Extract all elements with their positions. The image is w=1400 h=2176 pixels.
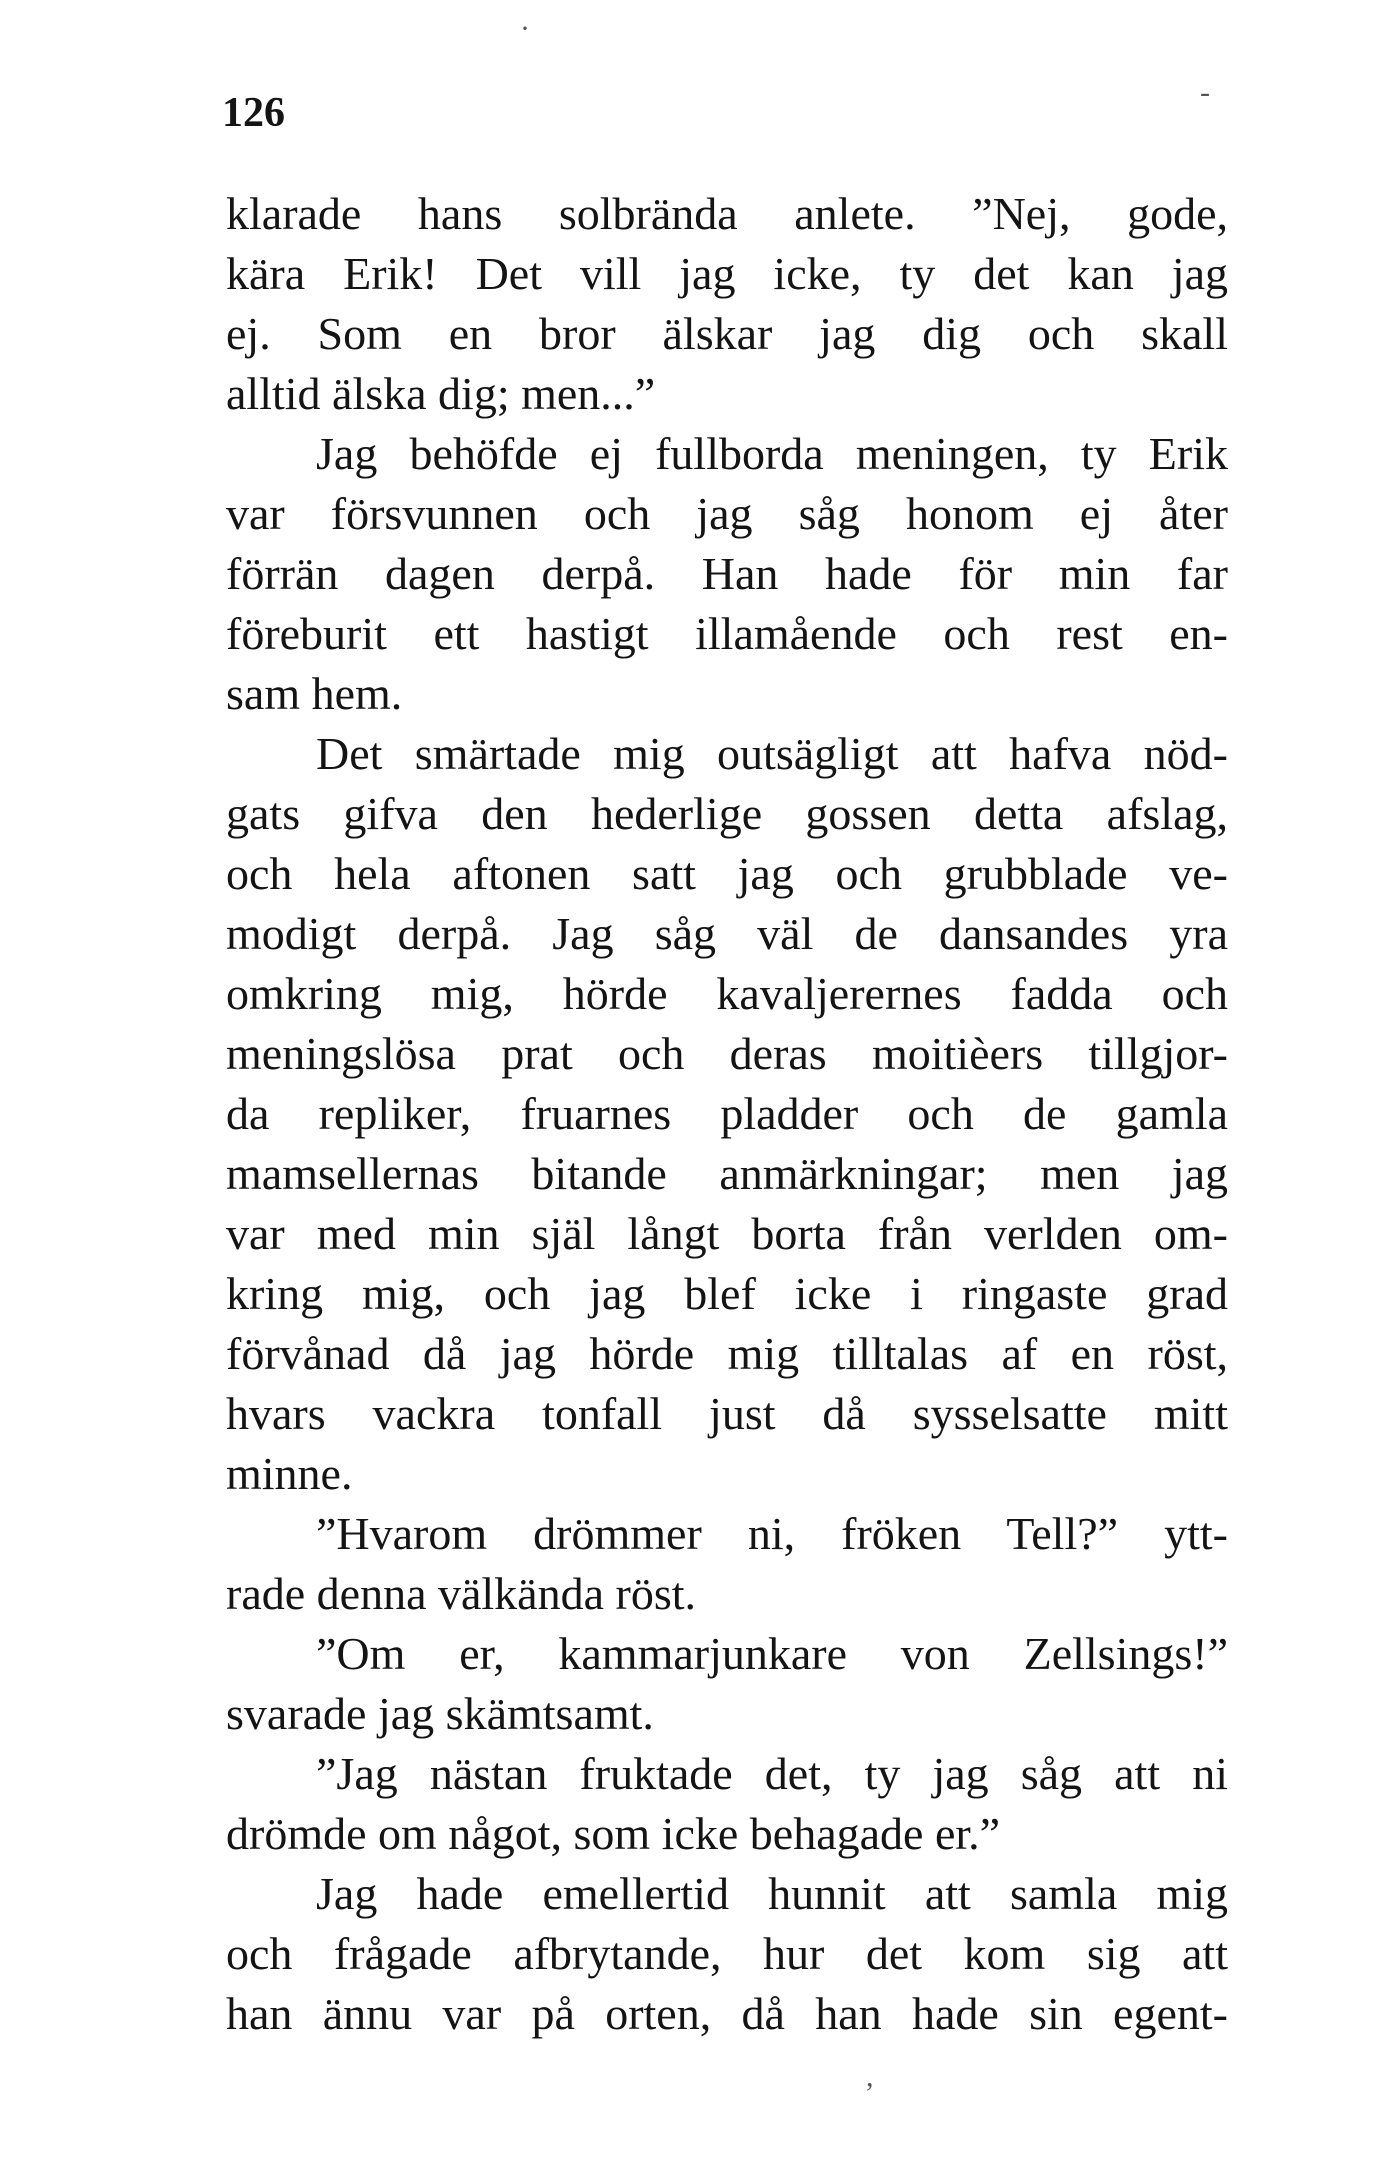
text-line: minne. (226, 1448, 353, 1499)
text-line: drömde om något, som icke behagade er.” (226, 1808, 1001, 1859)
text-line: klarade hans solbrända anlete. ”Nej, gode, (226, 188, 1228, 239)
text-line: da repliker, fruarnes pladder och de gamla (226, 1088, 1228, 1139)
text-line: gats gifva den hederlige gossen detta afslag, (226, 788, 1228, 839)
text-line: föreburit ett hastigt illamående och rest en- (226, 608, 1228, 659)
text-line: ”Om er, kammarjunkare von Zellsings!” (316, 1628, 1228, 1679)
print-speck: - (1200, 76, 1210, 109)
page-number: 126 (222, 90, 285, 136)
body-text (226, 184, 1228, 2044)
text-line: mamsellernas bitande anmärkningar; men jag (226, 1148, 1228, 1199)
text-line: förrän dagen derpå. Han hade för min far (226, 548, 1228, 599)
text-line: rade denna välkända röst. (226, 1568, 697, 1619)
print-speck: , (866, 2060, 874, 2093)
text-line: förvånad då jag hörde mig tilltalas af en röst, (226, 1328, 1228, 1379)
text-line: ”Jag nästan fruktade det, ty jag såg att ni (316, 1748, 1228, 1799)
print-speck: · (520, 12, 530, 45)
text-line: omkring mig, hörde kavaljerernes fadda och (226, 968, 1228, 1019)
text-line: svarade jag skämtsamt. (226, 1688, 654, 1739)
text-line: sam hem. (226, 668, 403, 719)
text-line: alltid älska dig; men...” (226, 368, 656, 419)
text-line: modigt derpå. Jag såg väl de dansandes yra (226, 908, 1228, 959)
text-line: han ännu var på orten, då han hade sin egent- (226, 1988, 1228, 2039)
text-line: och frågade afbrytande, hur det kom sig att (226, 1928, 1228, 1979)
text-line: var med min själ långt borta från verlden om- (226, 1208, 1228, 1259)
text-line: Jag behöfde ej fullborda meningen, ty Erik (316, 428, 1228, 479)
text-line: kring mig, och jag blef icke i ringaste grad (226, 1268, 1228, 1319)
text-line: ej. Som en bror älskar jag dig och skall (226, 308, 1228, 359)
text-line: och hela aftonen satt jag och grubblade ve- (226, 848, 1228, 899)
text-line: var försvunnen och jag såg honom ej åter (226, 488, 1228, 539)
text-line: hvars vackra tonfall just då sysselsatte mitt (226, 1388, 1228, 1439)
text-line: ”Hvarom drömmer ni, fröken Tell?” ytt- (316, 1508, 1228, 1559)
text-line: Det smärtade mig outsägligt att hafva nöd- (316, 728, 1228, 779)
text-line: Jag hade emellertid hunnit att samla mig (316, 1868, 1228, 1919)
text-line: meningslösa prat och deras moitièers tillgjor- (226, 1028, 1228, 1079)
text-line: kära Erik! Det vill jag icke, ty det kan jag (226, 248, 1228, 299)
